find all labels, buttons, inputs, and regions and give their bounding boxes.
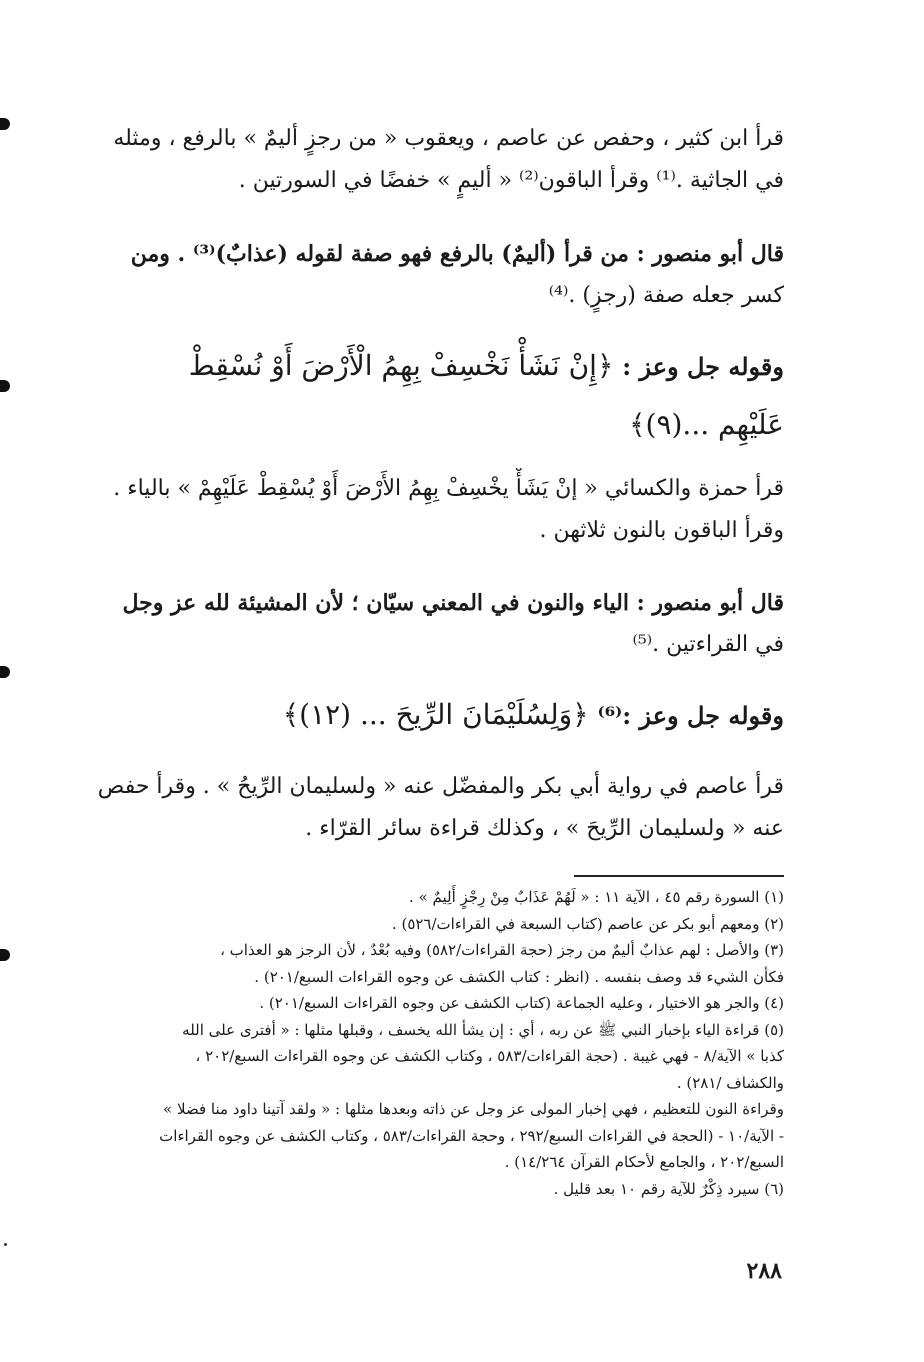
verse-intro: وقوله جل وعز : <box>622 352 784 381</box>
footnote-5-cont: وقراءة النون للتعظيم ، فهي إخبار المولى عز وجل عن ذاته وبعدها مثلها : « ولقد آتينا داود منا فضلا » <box>163 1100 784 1118</box>
text-line: كسر جعله صفة (رجزٍ) .⁽⁴⁾ <box>548 283 784 308</box>
margin-mark <box>0 380 10 392</box>
footnote-5-cont: السبع/٢٠٢ ، والجامع لأحكام القرآن ١٤/٢٦٤) . <box>504 1153 784 1171</box>
text-line: قرأ عاصم في رواية أبي بكر والمفضّل عنه « ولسليمان الرِّيحُ » . وقرأ حفص <box>97 774 784 799</box>
footnote-1: (١) السورة رقم ٤٥ ، الآية ١١ : « لَهُمْ عَذَابٌ مِنْ رِجْزٍ أَلِيمٌ » . <box>409 888 784 906</box>
verse-block-1 <box>78 337 784 454</box>
margin-mark <box>0 118 10 130</box>
text-line: في القراءتين .⁽⁵⁾ <box>632 632 784 657</box>
footnotes <box>100 884 784 1202</box>
quran-verse: ﴿إِنْ نَشَأْ نَخْسِفْ بِهِمُ الْأَرْضَ أَوْ نُسْقِطْ <box>188 349 614 382</box>
footnote-6: (٦) سيرد ذِكْرٌ للآية رقم ١٠ بعد قليل . <box>553 1179 784 1198</box>
text-line: قرأ ابن كثير ، وحفص عن عاصم ، ويعقوب « من رجزٍ أليمٌ » بالرفع ، ومثله <box>113 126 784 151</box>
margin-mark <box>0 666 10 678</box>
quran-verse: ﴿وَلِسُلَيْمَانَ الرِّيحَ ... (١٢)﴾ <box>282 698 589 731</box>
paragraph-5 <box>78 582 784 666</box>
verse-line <box>78 337 784 396</box>
footnote-5-cont: - الآية/١٠ - (الحجة في القراءات السبع/٢٩٢ ، وحجة القراءات/٥٨٣ ، وكتاب الكشف عن وجوه القراءات <box>159 1126 784 1145</box>
footnote-5-cont: والكشاف /٢٨١) . <box>676 1073 784 1092</box>
paragraph-7 <box>78 766 784 850</box>
text-line: قال أبو منصور : الياء والنون في المعني سيّان ؛ لأن المشيئة لله عز وجل <box>122 590 784 616</box>
footnote-3: (٣) والأصل : لهم عذابٌ أليمٌ من رجز (حجة القراءات/٥٨٢) وفيه بُعْدٌ ، لأن الرجز هو العذاب ، <box>220 941 784 959</box>
paragraph-2 <box>78 233 784 317</box>
margin-mark <box>0 949 10 961</box>
verse-line <box>180 686 784 745</box>
quran-verse: عَلَيْهِم ...(٩)﴾ <box>629 408 784 441</box>
footnote-3-cont: فكأن الشيء قد وصف بنفسه . (انظر : كتاب الكشف عن وجوه القراءات السبع/٢٠١) . <box>254 967 784 986</box>
text-line: وقرأ الباقون بالنون ثلاثهن . <box>539 518 784 543</box>
page-number: ٢٨٨ <box>746 1258 782 1284</box>
text-line: قال أبو منصور : من قرأ (أليمٌ) بالرفع فهو صفة لقوله (عذابٌ)⁽³⁾ . ومن <box>130 241 784 267</box>
footnote-2: (٢) ومعهم أبو بكر عن عاصم (كتاب السبعة في القراءات/٥٢٦) . <box>391 914 784 933</box>
text-line: في الجاثية .⁽¹⁾ وقرأ الباقون⁽²⁾ « أليمٍ » خفضًا في السورتين . <box>238 168 784 193</box>
text-line: عنه « ولسليمان الرِّيحَ » ، وكذلك قراءة سائر القرّاء . <box>305 816 784 841</box>
verse-block-2 <box>180 686 784 745</box>
footnote-4: (٤) والجر هو الاختيار ، وعليه الجماعة (كتاب الكشف عن وجوه القراءات السبع/٢٠١) . <box>259 994 784 1012</box>
verse-intro: وقوله جل وعز :⁽⁶⁾ <box>597 701 784 730</box>
paragraph-4 <box>78 468 784 552</box>
paragraph-1 <box>78 118 784 202</box>
footnote-separator <box>574 875 784 877</box>
margin-dot <box>4 1243 7 1246</box>
text-line: قرأ حمزة والكسائي « إنْ يَشَأْ يخْسِفْ بِهِمُ الأَرْضَ أَوْ يُسْقِطْ عَلَيْهِمْ » بالياء . <box>113 476 784 501</box>
footnote-5-cont: كذبا » الآية/٨ - فهي غيبة . (حجة القراءات/٥٨٣ ، وكتاب الكشف عن وجوه القراءات السبع/٢٠٢ ، <box>195 1047 784 1065</box>
footnote-5: (٥) قراءة الياء بإخبار النبي ﷺ عن ربه ، أي : إن يشأ الله يخسف ، وقبلها مثلها : « أفترى على الله <box>182 1020 784 1039</box>
